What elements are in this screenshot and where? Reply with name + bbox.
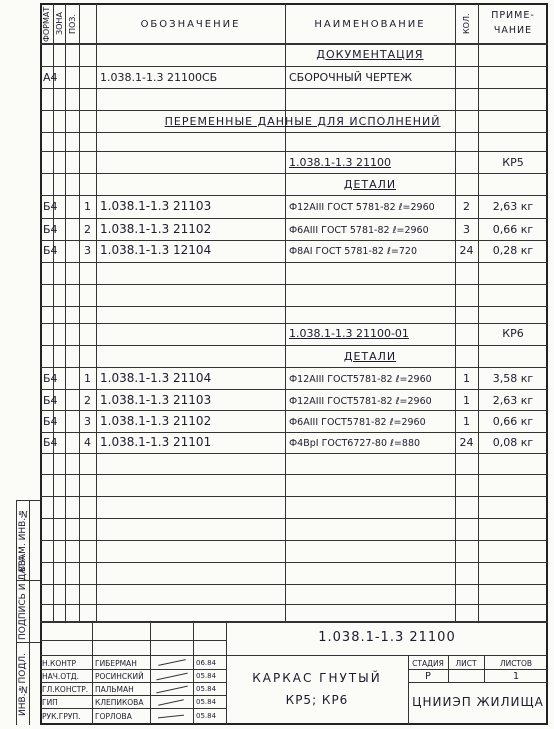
cell-note: 2,63 кг (492, 200, 534, 213)
row-line (40, 306, 548, 307)
sig-name: РОСИНСКИЙ (95, 672, 144, 681)
title-line2: КР5; КР6 (285, 693, 349, 707)
cell-note: 2,63 кг (492, 394, 534, 407)
cell-name: Ф12АIII ГОСТ 5781-82 ℓ=2960 (289, 202, 435, 213)
cell-name: Ф8АI ГОСТ 5781-82 ℓ=720 (289, 246, 417, 257)
cell-format: Б4 (43, 200, 58, 213)
header-note-line1: ПРИМЕ- (491, 10, 535, 21)
cell-pos: 3 (84, 244, 91, 257)
sig-name: ГИБЕРМАН (95, 659, 137, 668)
sig-role: Н.КОНТР (42, 659, 76, 668)
cell-note: 0,28 кг (492, 244, 534, 257)
sig-name: КЛЕПИКОВА (95, 698, 144, 707)
sig-role: РУК.ГРУП. (42, 712, 81, 721)
row-line (40, 604, 548, 605)
tb-row-line (40, 695, 226, 696)
sig-date: 06.84 (196, 659, 217, 667)
cell-qty: 1 (463, 372, 470, 385)
col-line-pos (79, 3, 80, 621)
stage-label: СТАДИЯ (412, 659, 444, 668)
section-heading: ДОКУМЕНТАЦИЯ (316, 48, 424, 61)
cell-format: Б4 (43, 415, 58, 428)
cell-pos: 4 (84, 436, 91, 449)
cell-designation: 1.038.1-1.3 12104 (100, 243, 212, 257)
row-line (40, 540, 548, 541)
row-line (40, 584, 548, 585)
cell-designation: 1.038.1-1.3 21103 (100, 393, 212, 407)
row-line (40, 218, 548, 219)
cell-pos: 2 (84, 394, 91, 407)
header-note-line2: ЧАНИЕ (493, 25, 533, 36)
sig-role: НАЧ.ОТД. (42, 672, 80, 681)
section-heading-right: НЫЕ ДЛЯ ИСПОЛНЕНИЙ (285, 115, 441, 128)
cell-name: Ф12АIII ГОСТ5781-82 ℓ=2960 (289, 374, 432, 385)
sig-date: 05.84 (196, 685, 217, 693)
cell-note: 0,66 кг (492, 415, 534, 428)
margin-divider (16, 642, 40, 643)
cell-designation: 1.038.1-1.3 21102 (100, 222, 212, 236)
col-line-designation (96, 3, 97, 621)
cell-pos: 2 (84, 223, 91, 236)
sig-name: ГОРЛОВА (95, 712, 132, 721)
row-line (40, 496, 548, 497)
header-designation: ОБОЗНАЧЕНИЕ (140, 19, 241, 30)
cell-name: 1.038.1-1.3 21100-01 (289, 327, 409, 340)
sheet-label: ЛИСТ (455, 659, 477, 668)
tb-row-line (40, 708, 226, 709)
cell-name: СБОРОЧНЫЙ ЧЕРТЕЖ (289, 71, 413, 84)
cell-pos: 1 (84, 372, 91, 385)
tb-col-line (150, 621, 151, 725)
tb-col-line (193, 621, 194, 725)
section-heading: ДЕТАЛИ (343, 350, 397, 363)
cell-name: Ф6АIII ГОСТ 5781-82 ℓ=2960 (289, 225, 429, 236)
row-line (40, 410, 548, 411)
header-zone: ЗОНА (55, 12, 64, 36)
margin-label-podpis: ПОДПИСЬ И ДАТА (18, 555, 28, 640)
col-line-note (478, 3, 479, 621)
margin-column-line (29, 500, 30, 725)
row-line (40, 389, 548, 390)
tb-col-line (92, 621, 93, 725)
section-heading: ДЕТАЛИ (343, 178, 397, 191)
row-line (40, 88, 548, 89)
cell-name: Ф6АIII ГОСТ5781-82 ℓ=2960 (289, 417, 426, 428)
cell-format: Б4 (43, 394, 58, 407)
row-line (40, 66, 548, 67)
cell-note: 3,58 кг (492, 372, 534, 385)
cell-designation: 1.038.1-1.3 21102 (100, 414, 212, 428)
tb-row-line (40, 669, 226, 670)
col-line-name (285, 3, 286, 621)
cell-qty: 1 (463, 415, 470, 428)
cell-name: Ф4ВрI ГОСТ6727-80 ℓ=880 (289, 438, 421, 449)
sig-date: 05.84 (196, 698, 217, 706)
cell-note: КР6 (502, 327, 524, 340)
row-line (40, 518, 548, 519)
cell-designation: 1.038.1-1.3 21103 (100, 199, 212, 213)
tb-row-line (40, 655, 548, 656)
section-heading-left: ПЕРЕМЕННЫЕ ДАН (164, 115, 285, 128)
cell-format: Б4 (43, 436, 58, 449)
row-line (40, 173, 548, 174)
sig-role: ГИП (42, 698, 58, 707)
cell-note: 0,66 кг (492, 223, 534, 236)
row-line (40, 453, 548, 454)
row-line (40, 323, 548, 324)
col-line-qty (455, 3, 456, 621)
row-line (40, 367, 548, 368)
title-doc-number: 1.038.1-1.3 21100 (318, 630, 456, 645)
cell-designation: 1.038.1-1.3 21100СБ (100, 71, 218, 84)
row-line (40, 240, 548, 241)
sheets-value: 1 (512, 671, 520, 682)
header-bottom-line (40, 43, 548, 45)
sheets-label: ЛИСТОВ (499, 659, 533, 668)
cell-format: Б4 (43, 372, 58, 385)
drawing-frame (40, 3, 548, 725)
cell-qty: 24 (459, 244, 474, 257)
header-format: ФОРМАТ (42, 6, 51, 42)
row-line (40, 195, 548, 196)
row-line (40, 262, 548, 263)
cell-pos: 3 (84, 415, 91, 428)
sig-role: ГЛ.КОНСТР. (42, 685, 89, 694)
col-line-zone (65, 3, 66, 621)
margin-label-vzam-inv: ВЗАМ. ИНВ.№ (18, 507, 28, 573)
cell-name: Ф12АIII ГОСТ5781-82 ℓ=2960 (289, 396, 432, 407)
header-name: НАИМЕНОВАНИЕ (314, 19, 426, 30)
sig-name: ПАЛЬМАН (95, 685, 134, 694)
row-line (40, 110, 548, 111)
cell-note: 0,08 кг (492, 436, 534, 449)
margin-divider (16, 500, 40, 501)
cell-format: Б4 (43, 244, 58, 257)
title-line1: КАРКАС ГНУТЫЙ (252, 671, 382, 685)
row-line (40, 474, 548, 475)
header-qty: КОЛ. (462, 13, 471, 35)
header-pos: ПОЗ. (68, 14, 77, 34)
cell-qty: 2 (463, 200, 470, 213)
sig-date: 05.84 (196, 712, 217, 720)
cell-qty: 24 (459, 436, 474, 449)
cell-qty: 1 (463, 394, 470, 407)
cell-designation: 1.038.1-1.3 21104 (100, 371, 212, 385)
title-block-top (40, 621, 548, 623)
cell-qty: 3 (463, 223, 470, 236)
tb-row-line (40, 682, 226, 683)
margin-label-inv-podl: ИНВ.№ПОДЛ. (18, 652, 28, 716)
row-line (40, 151, 548, 152)
row-line (40, 345, 548, 346)
cell-designation: 1.038.1-1.3 21101 (100, 435, 212, 449)
cell-format: Б4 (43, 223, 58, 236)
row-line (40, 432, 548, 433)
stage-value: Р (425, 671, 431, 682)
row-line (40, 562, 548, 563)
margin-column-line (16, 500, 17, 725)
cell-name: 1.038.1-1.3 21100 (289, 156, 391, 169)
cell-pos: 1 (84, 200, 91, 213)
cell-note: КР5 (502, 156, 524, 169)
col-line-format (53, 3, 54, 621)
cell-format: А4 (43, 71, 58, 84)
row-line (40, 284, 548, 285)
tb-row-line (40, 640, 226, 641)
sig-date: 05.84 (196, 672, 217, 680)
organization-name: ЦНИИЭП ЖИЛИЩА (412, 695, 544, 709)
row-line (40, 132, 548, 133)
